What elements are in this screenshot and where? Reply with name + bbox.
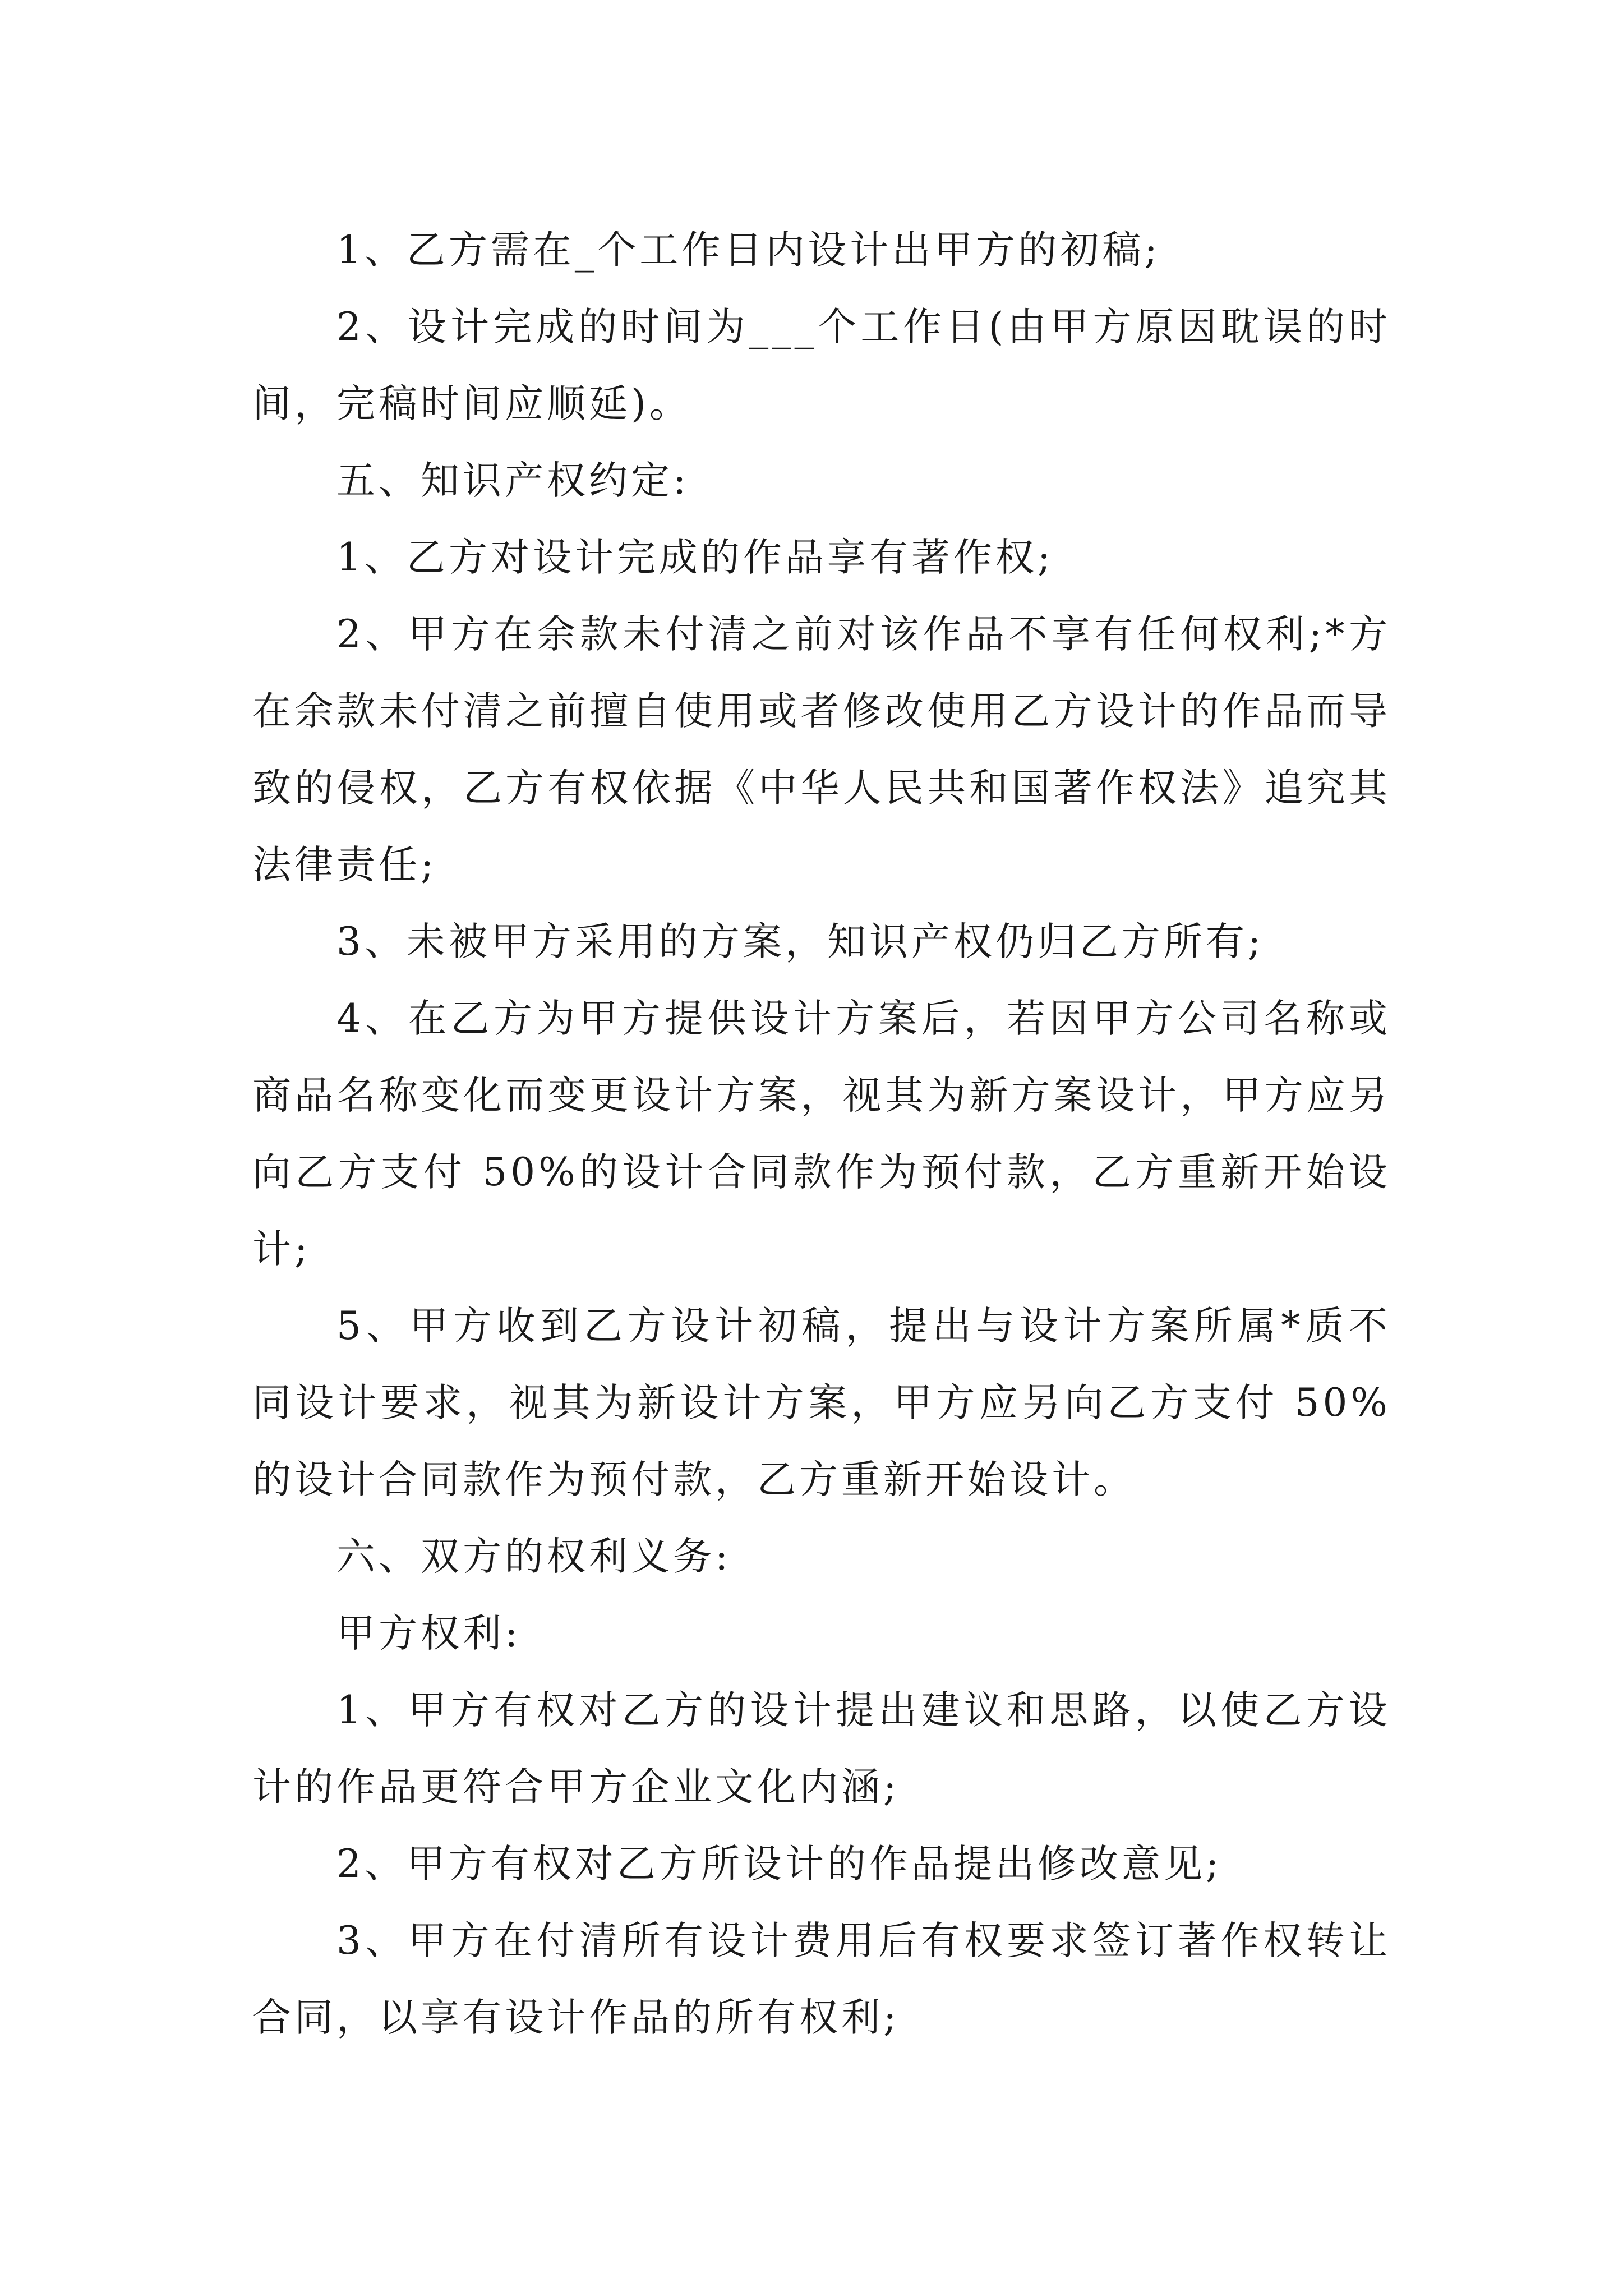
subsection-heading: 甲方权利:	[336, 1611, 522, 1656]
paragraph: 3、甲方在付清所有设计费用后有权要求签订著作权转让合同，以享有设计作品的所有权利;	[252, 1918, 1391, 2040]
paragraph: 5、甲方收到乙方设计初稿，提出与设计方案所属*质不同设计要求，视其为新设计方案，甲方应另向乙方支付 50%的设计合同款作为预付款，乙方重新开始设计。	[252, 1304, 1391, 1502]
paragraph: 1、乙方对设计完成的作品享有著作权;	[336, 535, 1054, 580]
paragraph: 1、乙方需在_个工作日内设计出甲方的初稿;	[336, 228, 1161, 273]
paragraph: 2、甲方有权对乙方所设计的作品提出修改意见;	[336, 1842, 1223, 1887]
section-heading: 六、双方的权利义务:	[336, 1534, 732, 1579]
paragraph: 1、甲方有权对乙方的设计提出建议和思路，以使乙方设计的作品更符合甲方企业文化内涵;	[252, 1688, 1391, 1810]
paragraph: 3、未被甲方采用的方案，知识产权仍归乙方所有;	[336, 919, 1265, 964]
paragraph: 4、在乙方为甲方提供设计方案后，若因甲方公司名称或商品名称变化而变更设计方案，视其为新方案设计，甲方应另向乙方支付 50%的设计合同款作为预付款，乙方重新开始设计;	[252, 996, 1391, 1272]
paragraph: 2、设计完成的时间为___个工作日(由甲方原因耽误的时间，完稿时间应顺延)。	[252, 305, 1391, 426]
paragraph: 2、甲方在余款未付清之前对该作品不享有任何权利;*方在余款未付清之前擅自使用或者修改使用乙方设计的作品而导致的侵权，乙方有权依据《中华人民共和国著作权法》追究其法律责任;	[252, 612, 1391, 887]
document-body	[252, 212, 1391, 2056]
section-heading: 五、知识产权约定:	[336, 458, 690, 503]
